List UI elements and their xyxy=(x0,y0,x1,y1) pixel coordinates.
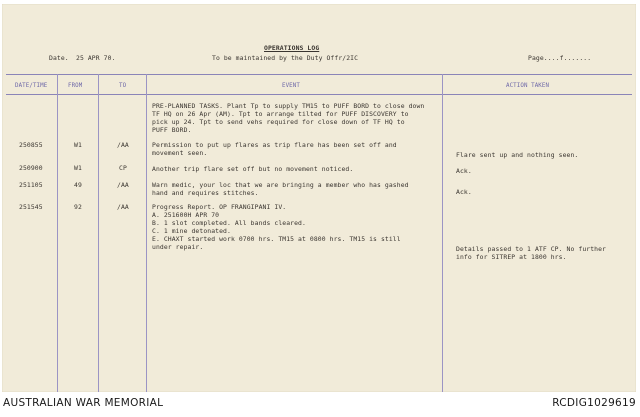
intro-line: TF HQ on 26 Apr (AM). Tpt to arrange tilted for PUFF DISCOVERY to xyxy=(152,110,409,118)
archive-credit: AUSTRALIAN WAR MEMORIAL xyxy=(3,397,164,409)
col-divider-2 xyxy=(98,74,99,392)
entry-event-line: Another trip flare set off but no movement noticed. xyxy=(152,165,354,173)
entry-event-line: A. 251600H APR 70 xyxy=(152,211,220,219)
entry-event-line: Permission to put up flares as trip flare has been set off and xyxy=(152,141,397,149)
entry-to: /AA xyxy=(117,181,129,189)
col-divider-1 xyxy=(57,74,58,392)
intro-line: PUFF BORD. xyxy=(152,126,192,134)
entry-time: 250855 xyxy=(19,141,43,149)
entry-event-line: hand and requires stitches. xyxy=(152,189,259,197)
page-label: Page....f....... xyxy=(528,54,592,62)
col-header-action: ACTION TAKEN xyxy=(506,83,550,89)
entry-from: 49 xyxy=(74,181,82,189)
intro-line: PRE-PLANNED TASKS. Plant Tp to supply TM15 to PUFF BORD to close down xyxy=(152,102,425,110)
entry-action-line: Details passed to 1 ATF CP. No further xyxy=(456,245,607,253)
entry-action: Ack. xyxy=(456,167,472,175)
col-header-to: TO xyxy=(119,83,127,89)
entry-to: /AA xyxy=(117,203,129,211)
entry-from: W1 xyxy=(74,141,82,149)
entry-time: 251545 xyxy=(19,203,43,211)
entry-event-line: B. 1 slot completed. All bands cleared. xyxy=(152,219,306,227)
entry-action: Flare sent up and nothing seen. xyxy=(456,151,579,159)
document-sheet xyxy=(2,4,636,392)
maintained-by: To be maintained by the Duty Offr/2IC xyxy=(212,54,359,62)
date-value: 25 APR 70. xyxy=(76,54,116,62)
col-header-event: EVENT xyxy=(282,83,300,89)
entry-from: W1 xyxy=(74,164,82,172)
entry-event-line: movement seen. xyxy=(152,149,208,157)
col-header-datetime: DATE/TIME xyxy=(15,83,48,89)
entry-time: 251105 xyxy=(19,181,43,189)
entry-action: Ack. xyxy=(456,188,472,196)
entry-to: CP xyxy=(119,164,127,172)
entry-event-line: Progress Report. OP FRANGIPANI IV. xyxy=(152,203,287,211)
entry-time: 250900 xyxy=(19,164,43,172)
archive-reference: RCDIG1029619 xyxy=(552,397,636,409)
entry-to: /AA xyxy=(117,141,129,149)
entry-event-line: E. CHAXT started work 0700 hrs. TM15 at 0800 hrs. TM15 is still xyxy=(152,235,401,243)
col-divider-4 xyxy=(442,74,443,392)
entry-event-line: Warn medic, your loc that we are bringing a member who has gashed xyxy=(152,181,409,189)
intro-line: pick up 24. Tpt to send vehs required for close down of TF HQ to xyxy=(152,118,405,126)
log-title: OPERATIONS LOG xyxy=(264,44,320,52)
col-header-from: FROM xyxy=(68,83,83,89)
entry-action-line: info for SITREP at 1800 hrs. xyxy=(456,253,567,261)
header-top-line xyxy=(6,74,632,75)
header-bottom-line xyxy=(6,94,632,95)
col-divider-3 xyxy=(146,74,147,392)
entry-event-line: under repair. xyxy=(152,243,204,251)
entry-from: 92 xyxy=(74,203,82,211)
date-label: Date. xyxy=(49,54,69,62)
entry-event-line: C. 1 mine detonated. xyxy=(152,227,231,235)
